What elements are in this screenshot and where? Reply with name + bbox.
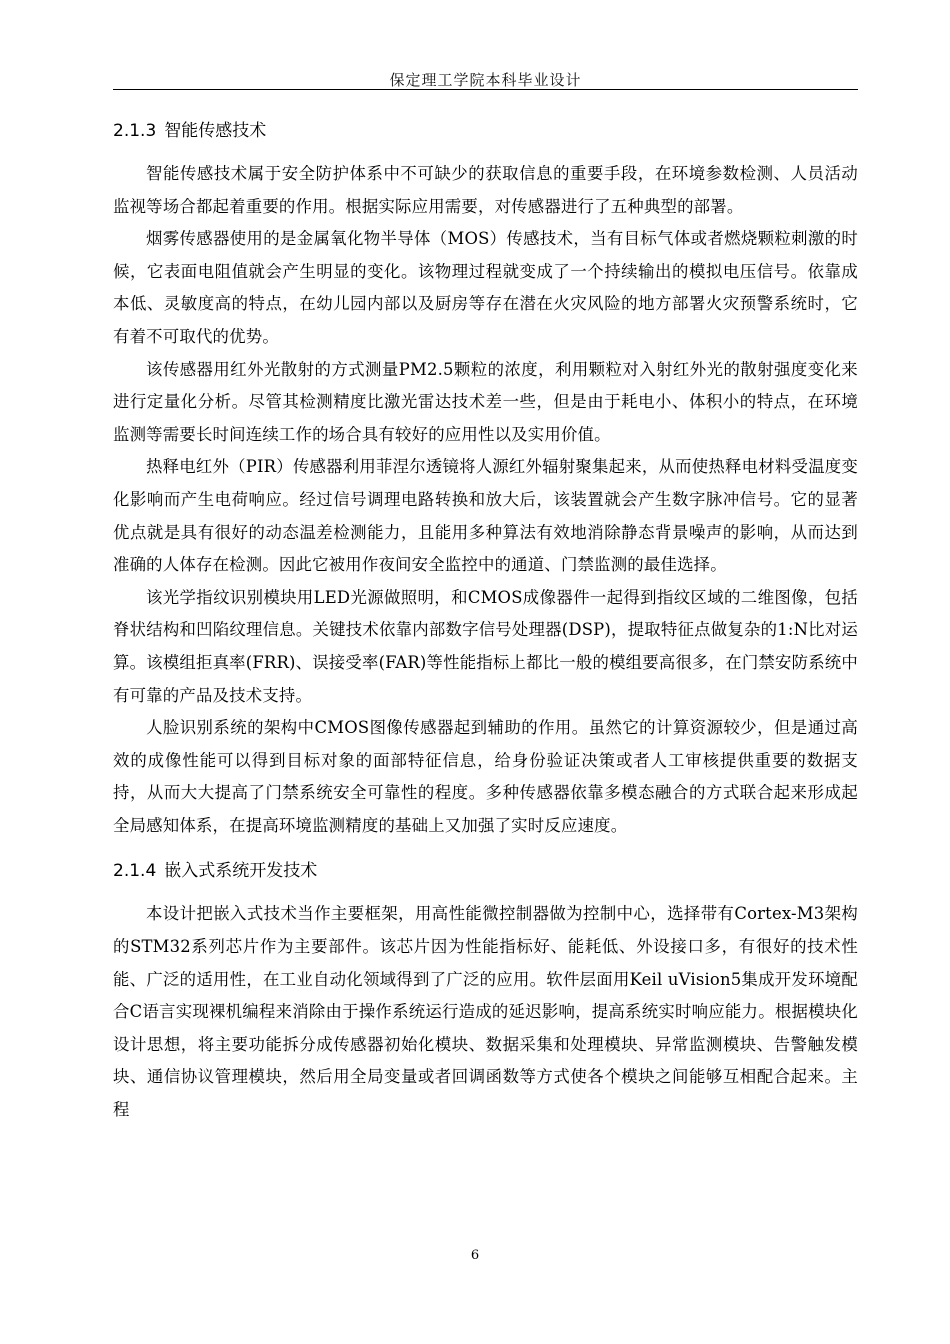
paragraph: 人脸识别系统的架构中CMOS图像传感器起到辅助的作用。虽然它的计算资源较少，但是通过高效的成像性能可以得到目标对象的面部特征信息，给身份验证决策或者人工审核提供重要的数据支持，从而大大提高了门禁系统安全可靠性的程度。多种传感器依靠多模态融合的方式联合起来形成起全局感知体系，在提高环境监测精度的基础上又加强了实时反应速度。 bbox=[113, 718, 858, 835]
body-content bbox=[113, 120, 858, 1127]
section-heading bbox=[113, 860, 858, 882]
section-heading bbox=[113, 120, 858, 142]
section-2-1-4 bbox=[113, 860, 858, 1126]
paragraph: 本设计把嵌入式技术当作主要框架，用高性能微控制器做为控制中心，选择带有Cortex-M3架构的STM32系列芯片作为主要部件。该芯片因为性能指标好、能耗低、外设接口多，有很好的技术性能、广泛的适用性，在工业自动化领域得到了广泛的应用。软件层面用Keil uVision5集成开发环境配合C语言实现裸机编程来消除由于操作系统运行造成的延迟影响，提高系统实时响应能力。根据模块化设计思想，将主要功能拆分成传感器初始化模块、数据采集和处理模块、异常监测模块、告警触发模块、通信协议管理模块，然后用全局变量或者回调函数等方式使各个模块之间能够互相配合起来。主程 bbox=[113, 904, 858, 1120]
section-number: 2.1.4 bbox=[113, 861, 157, 882]
page-number: 6 bbox=[470, 1248, 480, 1263]
paragraph: 智能传感技术属于安全防护体系中不可缺少的获取信息的重要手段，在环境参数检测、人员活动监视等场合都起着重要的作用。根据实际应用需要，对传感器进行了五种典型的部署。 bbox=[113, 164, 858, 216]
running-header: 保定理工学院本科毕业设计 bbox=[389, 71, 582, 89]
section-2-1-3 bbox=[113, 120, 858, 842]
paragraph: 热释电红外（PIR）传感器利用菲涅尔透镜将人源红外辐射聚集起来，从而使热释电材料受温度变化影响而产生电荷响应。经过信号调理电路转换和放大后，该装置就会产生数字脉冲信号。它的显著优点就是具有很好的动态温差检测能力，且能用多种算法有效地消除静态背景噪声的影响，从而达到准确的人体存在检测。因此它被用作夜间安全监控中的通道、门禁监测的最佳选择。 bbox=[113, 457, 858, 575]
paragraph: 该光学指纹识别模块用LED光源做照明，和CMOS成像器件一起得到指纹区域的二维图像，包括脊状结构和凹陷纹理信息。关键技术依靠内部数字信号处理器(DSP)，提取特征点做复杂的1:N比对运算。该模组拒真率(FRR)、误接受率(FAR)等性能指标上都比一般的模组要高很多，在门禁安防系统中有可靠的产品及技术支持。 bbox=[113, 587, 858, 705]
header-rule bbox=[113, 89, 858, 90]
section-title: 嵌入式系统开发技术 bbox=[164, 861, 318, 882]
paragraph: 烟雾传感器使用的是金属氧化物半导体（MOS）传感技术，当有目标气体或者燃烧颗粒刺激的时候，它表面电阻值就会产生明显的变化。该物理过程就变成了一个持续输出的模拟电压信号。依靠成本低、灵敏度高的特点，在幼儿园内部以及厨房等存在潜在火灾风险的地方部署火灾预警系统时，它有着不可取代的优势。 bbox=[113, 229, 858, 346]
section-number: 2.1.3 bbox=[113, 121, 157, 141]
paragraph: 该传感器用红外光散射的方式测量PM2.5颗粒的浓度，利用颗粒对入射红外光的散射强度变化来进行定量化分析。尽管其检测精度比激光雷达技术差一些，但是由于耗电小、体积小的特点，在环境监测等需要长时间连续工作的场合具有较好的应用性以及实用价值。 bbox=[113, 359, 858, 444]
section-title: 智能传感技术 bbox=[164, 121, 267, 141]
